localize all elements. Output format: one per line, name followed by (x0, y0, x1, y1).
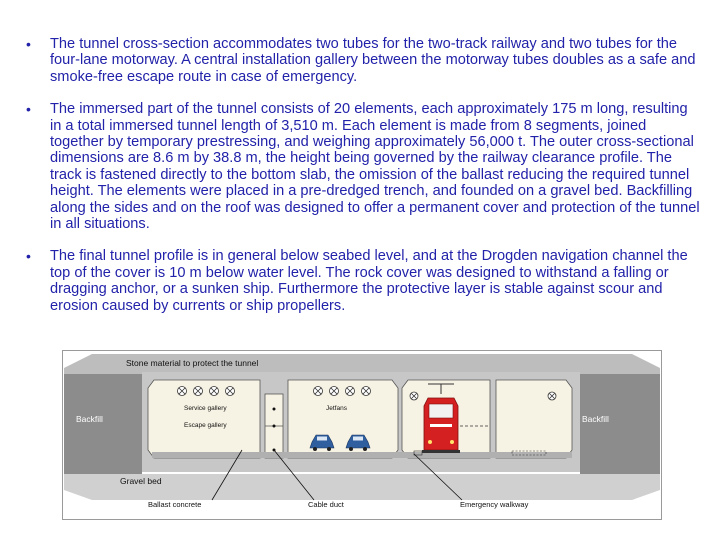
ballast-concrete-label: Ballast concrete (148, 500, 202, 509)
bullet-list (26, 36, 702, 330)
jetfan-icon (194, 387, 203, 396)
ballast-concrete-strip (152, 452, 572, 458)
bullet-text: The immersed part of the tunnel consists of 20 elements, each approximately 175 m long, resulting in a total immersed tunnel length of 3,510 m. Each element is made from 8 segments, joined together by temporary prestressing, and weighing approximately 56,000 t. The outer cross-sectional dimensions are 8.6 m by 38.8 m, the height being governed by the railway clearance profile. The track is fastened directly to the bottom slab, the omission of the ballast reducing the required tunnel height. The elements were placed in a pre-dredged trench, and founded on a gravel bed. Backfilling along the sides and on the roof was designed to offer a permanent cover and protection of the tunnel in all situations. (50, 101, 700, 233)
bullet-marker: • (26, 248, 31, 265)
jetfan-icon (314, 387, 323, 396)
bullet-marker: • (26, 101, 31, 118)
jetfan-icon (362, 387, 371, 396)
backfill-right-label: Backfill (582, 414, 609, 424)
jetfan-icon (178, 387, 187, 396)
service-gallery-label: Service gallery (184, 405, 227, 412)
cable-duct-label: Cable duct (308, 500, 344, 509)
rail-tube-right (496, 380, 572, 458)
jetfan-icon (210, 387, 219, 396)
emergency-walkway-label: Emergency walkway (460, 500, 529, 509)
bullet-item (26, 101, 702, 232)
backfill-left (64, 374, 142, 474)
gravel-bed-label: Gravel bed (120, 476, 162, 486)
bullet-marker: • (26, 36, 31, 52)
jetfan-icon (226, 387, 235, 396)
bullet-text: The tunnel cross-section accommodates two tubes for the two-track railway and two tubes for the four-lane motorway. A central installation gallery between the motorway tubes doubles as a safe and smoke-free escape route in case of emergency. (50, 36, 696, 85)
jetfan-icon (410, 392, 418, 400)
backfill-right (580, 374, 660, 474)
tunnel-cross-section-diagram (62, 350, 662, 520)
bullet-item (26, 36, 702, 85)
backfill-left-label: Backfill (76, 414, 103, 424)
road-tube-left (148, 380, 260, 458)
stone-label: Stone material to protect the tunnel (126, 358, 259, 368)
bullet-item (26, 248, 702, 314)
jetfan-icon (346, 387, 355, 396)
escape-gallery-label: Escape gallery (184, 422, 227, 429)
jetfan-icon (330, 387, 339, 396)
road-tube-right (288, 380, 398, 458)
bullet-text: The final tunnel profile is in general below seabed level, and at the Drogden navigation channel the top of the cover is 10 m below water level. The rock cover was designed to withstand a falling or dragging anchor, or a sunken ship. Furthermore the protective layer is stable against scour and erosion caused by currents or ship propellers. (50, 248, 688, 314)
service-gallery-dot (273, 408, 276, 411)
jetfans-label: Jetfans (326, 405, 347, 412)
jetfan-icon (548, 392, 556, 400)
escape-gallery-dot (273, 425, 276, 428)
